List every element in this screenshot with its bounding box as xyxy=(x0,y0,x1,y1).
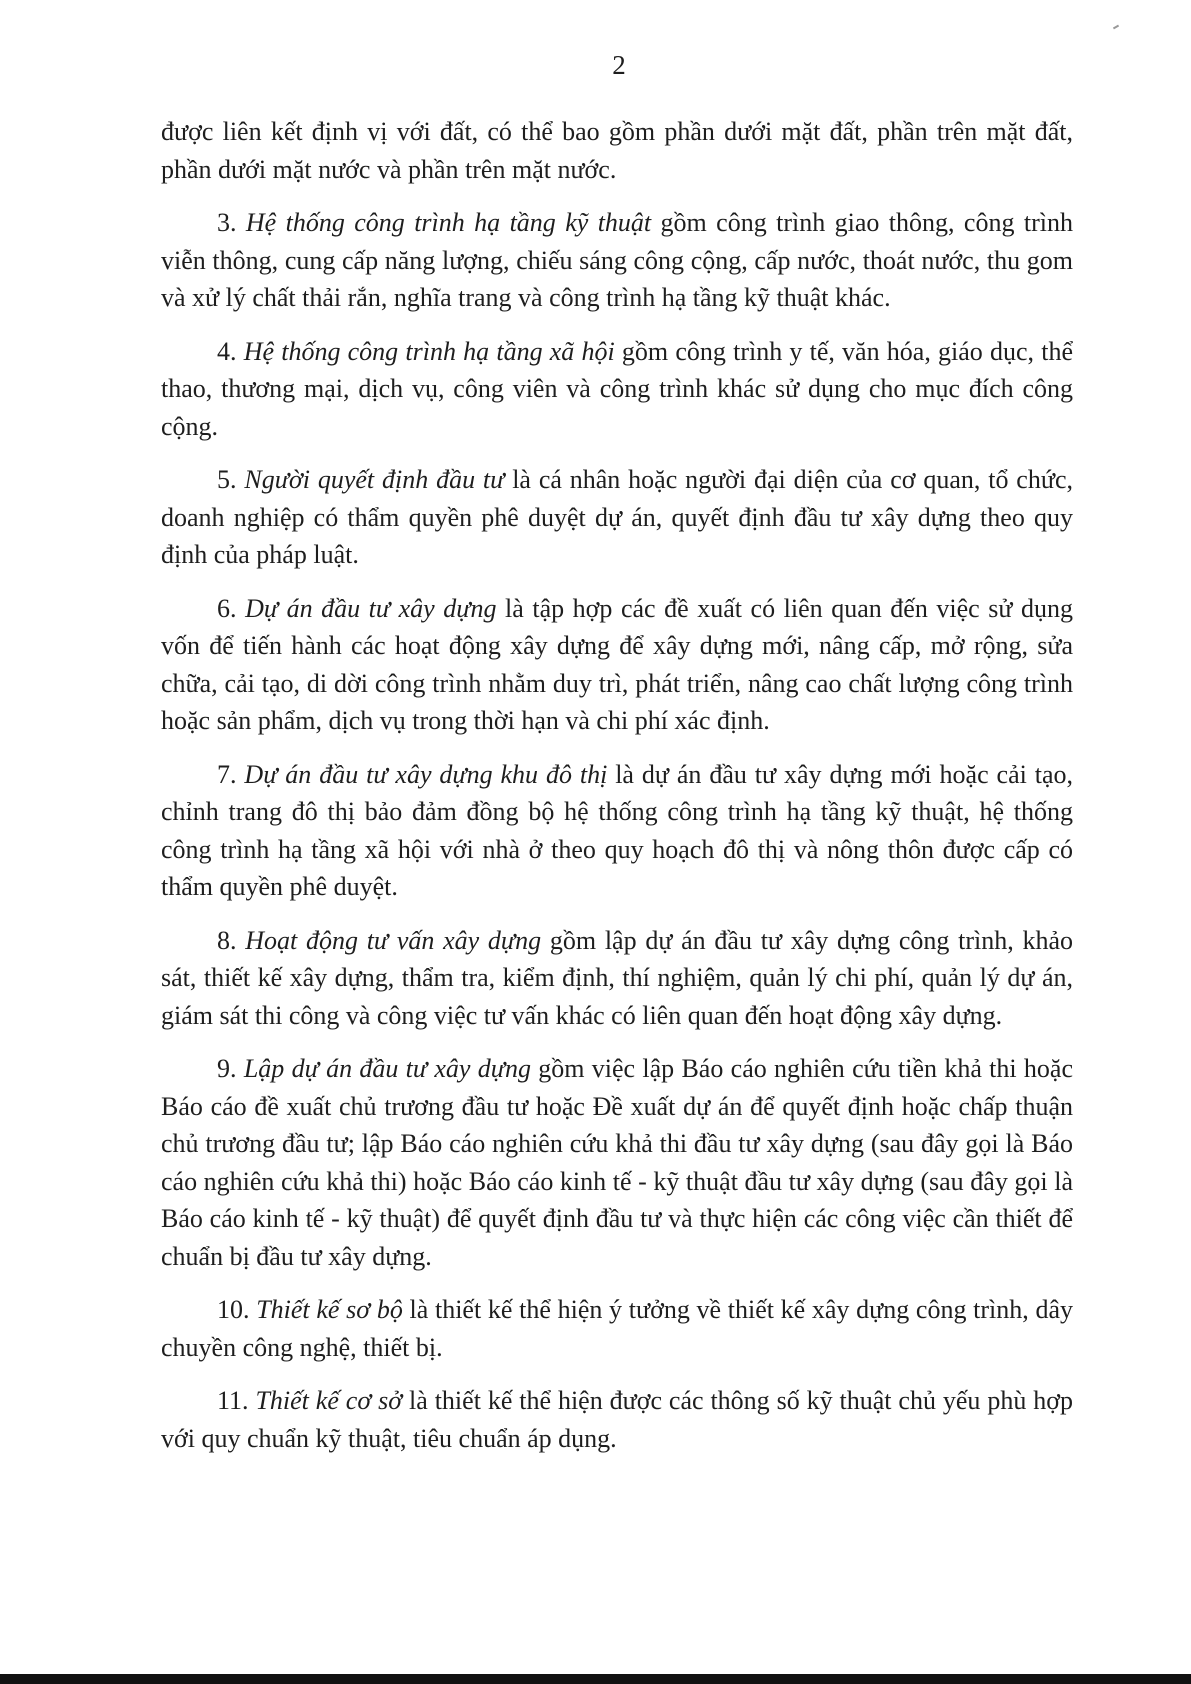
definition-4 xyxy=(161,333,1073,446)
defined-term: Lập dự án đầu tư xây dựng xyxy=(243,1054,531,1083)
paragraph-text: được liên kết định vị với đất, có thể bao gồm phần dưới mặt đất, phần trên mặt đất, phần dưới mặt nước và phần trên mặt nước. xyxy=(161,117,1073,184)
scan-bottom-edge xyxy=(0,1674,1191,1684)
item-number: 8. xyxy=(217,925,246,955)
definition-text: gồm việc lập Báo cáo nghiên cứu tiền khả thi hoặc Báo cáo đề xuất chủ trương đầu tư hoặc Đề xuất dự án để quyết định hoặc chấp thuận chủ trương đầu tư; lập Báo cáo nghiên cứu khả thi đầu tư xây dựng (sau đây gọi là Báo cáo nghiên cứu khả thi) hoặc Báo cáo kinh tế - kỹ thuật đầu tư xây dựng (sau đây gọi là Báo cáo kinh tế - kỹ thuật) để quyết định đầu tư và thực hiện các công việc cần thiết để chuẩn bị đầu tư xây dựng. xyxy=(161,1054,1074,1271)
defined-term: Người quyết định đầu tư xyxy=(244,465,505,494)
definition-text: là dự án đầu tư xây dựng mới hoặc cải tạo, chỉnh trang đô thị bảo đảm đồng bộ hệ thống công trình hạ tầng kỹ thuật, hệ thống công trình hạ tầng xã hội với nhà ở theo quy hoạch đô thị và nông thôn được cấp có thẩm quyền phê duyệt. xyxy=(161,759,1074,901)
definition-text: gồm lập dự án đầu tư xây dựng công trình, khảo sát, thiết kế xây dựng, thẩm tra, kiểm định, thí nghiệm, quản lý chi phí, quản lý dự án, giám sát thi công và công việc tư vấn khác có liên quan đến hoạt động xây dựng. xyxy=(161,925,1073,1030)
item-number: 10. xyxy=(217,1295,257,1324)
definition-10 xyxy=(161,1291,1073,1366)
document-body xyxy=(161,113,1073,1473)
defined-term: Dự án đầu tư xây dựng xyxy=(245,593,497,623)
item-number: 4. xyxy=(217,336,244,366)
definition-text: gồm công trình giao thông, công trình viễn thông, cung cấp năng lượng, chiếu sáng công cộng, cấp nước, thoát nước, thu gom và xử lý chất thải rắn, nghĩa trang và công trình hạ tầng kỹ thuật khác. xyxy=(161,208,1073,312)
definition-6 xyxy=(161,590,1073,740)
definition-9 xyxy=(161,1050,1073,1275)
item-number: 11. xyxy=(217,1386,256,1415)
defined-term: Hệ thống công trình hạ tầng kỹ thuật xyxy=(245,208,652,237)
item-number: 6. xyxy=(217,593,246,623)
item-number: 3. xyxy=(217,208,246,237)
definition-3 xyxy=(161,204,1073,317)
scan-speck xyxy=(1113,25,1119,30)
item-number: 9. xyxy=(217,1054,244,1083)
defined-term: Hoạt động tư vấn xây dựng xyxy=(245,925,542,955)
definition-7 xyxy=(161,756,1073,906)
definition-text: là cá nhân hoặc người đại diện của cơ quan, tổ chức, doanh nghiệp có thẩm quyền phê duyệt dự án, quyết định đầu tư xây dựng theo quy định của pháp luật. xyxy=(161,465,1073,569)
defined-term: Thiết kế cơ sở xyxy=(255,1386,403,1415)
definition-text: là thiết kế thể hiện được các thông số kỹ thuật chủ yếu phù hợp với quy chuẩn kỹ thuật, tiêu chuẩn áp dụng. xyxy=(161,1386,1073,1453)
item-number: 7. xyxy=(217,759,245,789)
defined-term: Hệ thống công trình hạ tầng xã hội xyxy=(243,336,615,366)
definition-5 xyxy=(161,461,1073,574)
definition-11 xyxy=(161,1382,1073,1457)
definition-text: là thiết kế thể hiện ý tưởng về thiết kế xây dựng công trình, dây chuyền công nghệ, thiết bị. xyxy=(161,1295,1074,1362)
item-number: 5. xyxy=(217,465,245,494)
definition-text: là tập hợp các đề xuất có liên quan đến việc sử dụng vốn để tiến hành các hoạt động xây dựng để xây dựng mới, nâng cấp, mở rộng, sửa chữa, cải tạo, di dời công trình nhằm duy trì, phát triển, nâng cao chất lượng công trình hoặc sản phẩm, dịch vụ trong thời hạn và chi phí xác định. xyxy=(161,593,1074,735)
definition-8 xyxy=(161,922,1073,1035)
defined-term: Thiết kế sơ bộ xyxy=(256,1295,403,1324)
paragraph-continuation xyxy=(161,113,1073,188)
definition-text: gồm công trình y tế, văn hóa, giáo dục, thể thao, thương mại, dịch vụ, công viên và công trình khác sử dụng cho mục đích công cộng. xyxy=(161,336,1074,441)
defined-term: Dự án đầu tư xây dựng khu đô thị xyxy=(244,759,608,789)
page-number: 2 xyxy=(612,50,626,80)
